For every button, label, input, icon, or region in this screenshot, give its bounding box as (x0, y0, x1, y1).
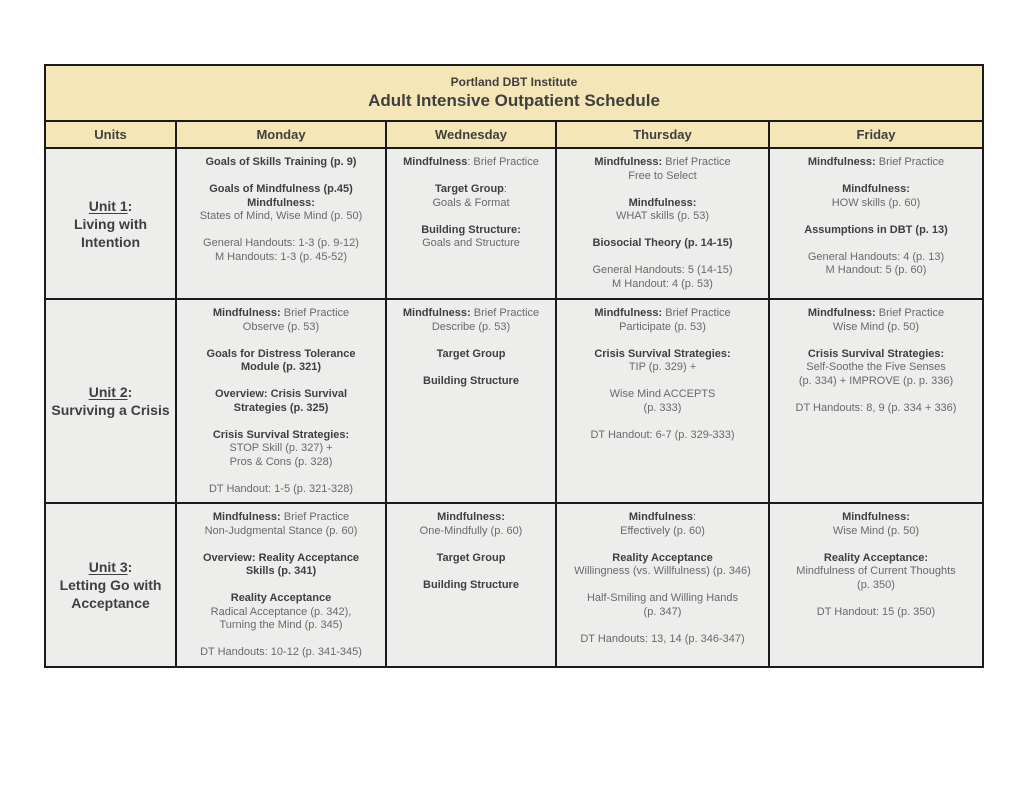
text-segment: Participate (p. 53) (619, 320, 706, 333)
schedule-text-line (563, 511, 762, 525)
blank-line (183, 469, 379, 483)
column-header-wednesday: Wednesday (386, 121, 556, 148)
unit-1-title: Unit 1: (88, 197, 133, 214)
schedule-text-line (563, 210, 762, 224)
text-segment: WHAT skills (p. 53) (615, 210, 710, 222)
schedule-text-line (776, 565, 976, 579)
text-segment: M Handout: 5 (p. 60) (825, 264, 927, 276)
bold-text-segment: Assumptions in DBT (p. 13) (804, 223, 948, 236)
bold-text-segment: Mindfulness: (842, 511, 910, 523)
text-segment: Non-Judgmental Stance (p. 60) (204, 524, 358, 537)
schedule-text-line (776, 251, 976, 265)
blank-line (183, 170, 379, 184)
text-segment: STOP Skill (p. 327) + (229, 442, 333, 454)
schedule-text-line (563, 321, 762, 335)
schedule-text-line (393, 237, 549, 251)
blank-line (393, 538, 549, 552)
schedule-text-line (776, 224, 976, 238)
bold-text-segment: Goals for Distress Tolerance (206, 347, 356, 360)
text-segment: Half-Smiling and Willing Hands (586, 592, 738, 604)
text-segment: Wise Mind ACCEPTS (609, 388, 716, 400)
text-segment: Willingness (vs. Willfulness) (p. 346) (574, 565, 751, 577)
unit-2-title: Unit 2: (88, 384, 133, 400)
bold-text-segment: Overview: Crisis Survival (214, 388, 348, 400)
text-segment: Brief Practice (662, 307, 731, 319)
bold-text-segment: Goals of Mindfulness (p.45) (209, 183, 353, 195)
bold-text-segment: Mindfulness: (807, 307, 876, 319)
schedule-sheet (44, 64, 984, 668)
bold-text-segment: Mindfulness (403, 156, 468, 168)
unit-3-friday-cell (769, 503, 983, 667)
blank-line (776, 538, 976, 552)
text-segment: (p. 334) + IMPROVE (p. p. 336) (798, 374, 954, 387)
unit-1-monday-cell (176, 148, 386, 299)
text-segment: Brief Practice (280, 307, 350, 319)
text-segment: Self-Soothe the Five Senses (806, 361, 946, 373)
schedule-text-line (776, 402, 976, 416)
bold-text-segment: Goals of Skills Training (p. 9) (205, 156, 357, 168)
schedule-text-line (563, 348, 762, 362)
schedule-text-line (563, 156, 762, 170)
text-segment: M Handouts: 1-3 (p. 45-52) (214, 250, 348, 263)
bold-text-segment: Crisis Survival Strategies: (807, 347, 945, 360)
unit-2-title-underlined: Unit 2 (88, 384, 128, 400)
schedule-text-line (563, 264, 762, 278)
schedule-text-line (183, 237, 379, 251)
text-segment: HOW skills (p. 60) (831, 196, 921, 209)
bold-text-segment: Skills (p. 341) (245, 565, 317, 577)
schedule-text-line (563, 565, 762, 579)
schedule-text-line (563, 278, 762, 292)
schedule-text-line (776, 579, 976, 593)
bold-text-segment: Mindfulness: (437, 511, 505, 523)
blank-line (776, 170, 976, 184)
schedule-text-line (776, 552, 976, 566)
blank-line (563, 251, 762, 265)
schedule-text-line (183, 183, 379, 197)
unit-1-label-cell (45, 148, 176, 299)
unit-1-wednesday-cell (386, 148, 556, 299)
bold-text-segment: Reality Acceptance (612, 551, 713, 564)
bold-text-segment: Crisis Survival Strategies: (212, 428, 350, 441)
text-segment: DT Handouts: 13, 14 (p. 346-347) (580, 632, 745, 645)
blank-line (776, 237, 976, 251)
bold-text-segment: Target Group (436, 551, 506, 564)
schedule-text-line (563, 402, 762, 416)
unit-3-label-cell (45, 503, 176, 667)
schedule-text-line (563, 237, 762, 251)
bold-text-segment: Module (p. 321) (240, 361, 322, 373)
text-segment: Brief Practice (875, 307, 945, 319)
unit-2-friday-cell (769, 299, 983, 503)
schedule-text-line (393, 307, 549, 321)
schedule-row-unit-3 (45, 503, 983, 667)
text-segment: General Handouts: 5 (14-15) (592, 264, 733, 276)
schedule-row-unit-2 (45, 299, 983, 503)
blank-line (183, 415, 379, 429)
blank-line (563, 619, 762, 633)
schedule-text-line (776, 307, 976, 321)
schedule-text-line (393, 579, 549, 593)
schedule-text-line (563, 170, 762, 184)
column-header-monday: Monday (176, 121, 386, 148)
blank-line (563, 183, 762, 197)
unit-2-monday-cell (176, 299, 386, 503)
text-segment: Describe (p. 53) (431, 320, 511, 333)
bold-text-segment: Mindfulness: (212, 511, 281, 523)
schedule-text-line (776, 321, 976, 335)
text-segment: Effectively (p. 60) (620, 524, 705, 537)
blank-line (393, 565, 549, 579)
unit-2-subtitle: Surviving a Crisis (51, 402, 170, 418)
blank-line (183, 334, 379, 348)
schedule-text-line (393, 552, 549, 566)
text-segment: (p. 350) (857, 578, 895, 591)
text-segment: DT Handout: 1-5 (p. 321-328) (208, 482, 354, 495)
blank-line (776, 388, 976, 402)
unit-3-wednesday-cell (386, 503, 556, 667)
blank-line (183, 538, 379, 552)
text-segment: DT Handout: 15 (p. 350) (816, 605, 936, 618)
text-segment: Wise Mind (p. 50) (832, 320, 920, 333)
text-segment: Mindfulness of Current Thoughts (796, 565, 956, 577)
blank-line (776, 334, 976, 348)
schedule-text-line (393, 525, 549, 539)
schedule-text-line (776, 525, 976, 539)
schedule-text-line (183, 307, 379, 321)
schedule-text-line (393, 511, 549, 525)
schedule-text-line (563, 388, 762, 402)
text-segment: Goals & Format (432, 196, 510, 209)
text-segment: Brief Practice (280, 511, 350, 523)
bold-text-segment: Strategies (p. 325) (233, 401, 329, 414)
unit-3-subtitle: Letting Go with Acceptance (59, 577, 162, 611)
schedule-text-line (183, 525, 379, 539)
blank-line (183, 375, 379, 389)
blank-line (393, 170, 549, 184)
text-segment: Brief Practice (470, 307, 540, 319)
bold-text-segment: Mindfulness: (212, 307, 281, 319)
text-segment: Wise Mind (p. 50) (832, 524, 920, 537)
text-segment: Brief Practice (662, 156, 731, 168)
bold-text-segment: Mindfulness: (807, 156, 876, 168)
bold-text-segment: Mindfulness: (594, 307, 663, 319)
schedule-title: Adult Intensive Outpatient Schedule (368, 91, 660, 110)
schedule-text-line (393, 348, 549, 362)
unit-3-thursday-cell (556, 503, 769, 667)
schedule-text-line (183, 619, 379, 633)
schedule-text-line (563, 429, 762, 443)
title-row (45, 65, 983, 121)
unit-3-title: Unit 3: (88, 559, 133, 575)
schedule-text-line (183, 606, 379, 620)
schedule-text-line (183, 511, 379, 525)
schedule-text-line (183, 442, 379, 456)
schedule-header (45, 65, 983, 148)
schedule-text-line (183, 402, 379, 416)
unit-2-wednesday-cell (386, 299, 556, 503)
blank-line (563, 538, 762, 552)
text-segment: Goals and Structure (422, 237, 520, 249)
institute-name: Portland DBT Institute (450, 75, 578, 89)
bold-text-segment: Mindfulness (628, 511, 694, 523)
unit-1-friday-cell (769, 148, 983, 299)
text-segment: Turning the Mind (p. 345) (219, 619, 343, 631)
blank-line (776, 210, 976, 224)
blank-line (393, 210, 549, 224)
schedule-text-line (183, 251, 379, 265)
unit-1-title-underlined: Unit 1 (88, 197, 128, 214)
blank-line (563, 224, 762, 238)
text-segment: : (693, 511, 697, 523)
schedule-text-line (776, 156, 976, 170)
bold-text-segment: Building Structure: (421, 223, 521, 236)
schedule-text-line (183, 388, 379, 402)
schedule-text-line (183, 429, 379, 443)
text-segment: Radical Acceptance (p. 342), (210, 605, 352, 618)
schedule-text-line (776, 511, 976, 525)
schedule-text-line (776, 606, 976, 620)
bold-text-segment: Mindfulness: (628, 196, 697, 209)
schedule-text-line (393, 197, 549, 211)
text-segment: DT Handout: 6-7 (p. 329-333) (590, 428, 735, 441)
column-header-thursday: Thursday (556, 121, 769, 148)
text-segment: Brief Practice (875, 156, 945, 168)
blank-line (183, 224, 379, 238)
text-segment: DT Handouts: 10-12 (p. 341-345) (200, 646, 362, 658)
unit-1-thursday-cell (556, 148, 769, 299)
schedule-text-line (393, 321, 549, 335)
text-segment: General Handouts: 1-3 (p. 9-12) (203, 237, 359, 249)
schedule-text-line (563, 525, 762, 539)
schedule-text-line (183, 361, 379, 375)
schedule-text-line (393, 156, 549, 170)
text-segment: (p. 347) (643, 605, 682, 618)
text-segment: : Brief Practice (467, 156, 539, 168)
schedule-text-line (183, 321, 379, 335)
schedule-body (45, 148, 983, 667)
text-segment: TIP (p. 329) + (628, 361, 697, 373)
schedule-text-line (563, 197, 762, 211)
bold-text-segment: Biosocial Theory (p. 14-15) (592, 237, 733, 249)
schedule-text-line (183, 197, 379, 211)
bold-text-segment: Target Group (435, 183, 504, 195)
text-segment: One-Mindfully (p. 60) (419, 524, 523, 537)
text-segment: States of Mind, Wise Mind (p. 50) (199, 210, 363, 222)
blank-line (776, 592, 976, 606)
bold-text-segment: Mindfulness: (247, 196, 315, 209)
schedule-text-line (776, 348, 976, 362)
schedule-text-line (776, 375, 976, 389)
blank-line (563, 579, 762, 593)
bold-text-segment: Reality Acceptance (230, 592, 332, 604)
document-title-cell (45, 65, 983, 121)
schedule-text-line (776, 264, 976, 278)
text-segment: Observe (p. 53) (242, 320, 320, 333)
schedule-text-line (183, 483, 379, 497)
schedule-text-line (393, 183, 549, 197)
blank-line (563, 415, 762, 429)
column-header-units: Units (45, 121, 176, 148)
bold-text-segment: Overview: Reality Acceptance (202, 551, 360, 564)
blank-line (393, 361, 549, 375)
text-segment: General Handouts: 4 (p. 13) (807, 250, 945, 263)
bold-text-segment: Target Group (436, 347, 506, 360)
column-header-friday: Friday (769, 121, 983, 148)
schedule-text-line (183, 565, 379, 579)
schedule-text-line (563, 606, 762, 620)
schedule-text-line (563, 361, 762, 375)
schedule-text-line (776, 183, 976, 197)
schedule-text-line (183, 552, 379, 566)
text-segment: M Handout: 4 (p. 53) (612, 277, 713, 290)
schedule-text-line (393, 224, 549, 238)
schedule-text-line (183, 156, 379, 170)
blank-line (563, 375, 762, 389)
text-segment: Free to Select (628, 169, 697, 182)
schedule-text-line (563, 552, 762, 566)
text-segment: Pros & Cons (p. 328) (229, 455, 333, 468)
bold-text-segment: Building Structure (423, 578, 519, 591)
schedule-text-line (183, 348, 379, 362)
bold-text-segment: Mindfulness: (594, 156, 663, 168)
bold-text-segment: Building Structure (423, 374, 519, 387)
unit-3-title-underlined: Unit 3 (88, 559, 128, 575)
blank-line (393, 334, 549, 348)
text-segment: : (503, 183, 507, 195)
schedule-text-line (183, 456, 379, 470)
schedule-text-line (183, 592, 379, 606)
unit-3-monday-cell (176, 503, 386, 667)
schedule-text-line (563, 592, 762, 606)
bold-text-segment: Mindfulness: (402, 307, 471, 319)
schedule-text-line (776, 197, 976, 211)
unit-1-subtitle: Living with Intention (73, 215, 148, 250)
column-header-row (45, 121, 983, 148)
blank-line (183, 633, 379, 647)
schedule-text-line (563, 633, 762, 647)
schedule-text-line (183, 646, 379, 660)
text-segment: (p. 333) (643, 401, 682, 414)
unit-2-label-cell (45, 299, 176, 503)
schedule-text-line (776, 361, 976, 375)
schedule-table (44, 64, 984, 668)
schedule-text-line (183, 210, 379, 224)
schedule-text-line (563, 307, 762, 321)
blank-line (183, 579, 379, 593)
unit-2-thursday-cell (556, 299, 769, 503)
bold-text-segment: Mindfulness: (842, 183, 910, 195)
bold-text-segment: Reality Acceptance: (823, 551, 929, 564)
schedule-row-unit-1 (45, 148, 983, 299)
bold-text-segment: Crisis Survival Strategies: (594, 347, 731, 360)
blank-line (563, 334, 762, 348)
text-segment: DT Handouts: 8, 9 (p. 334 + 336) (795, 401, 957, 414)
schedule-text-line (393, 375, 549, 389)
